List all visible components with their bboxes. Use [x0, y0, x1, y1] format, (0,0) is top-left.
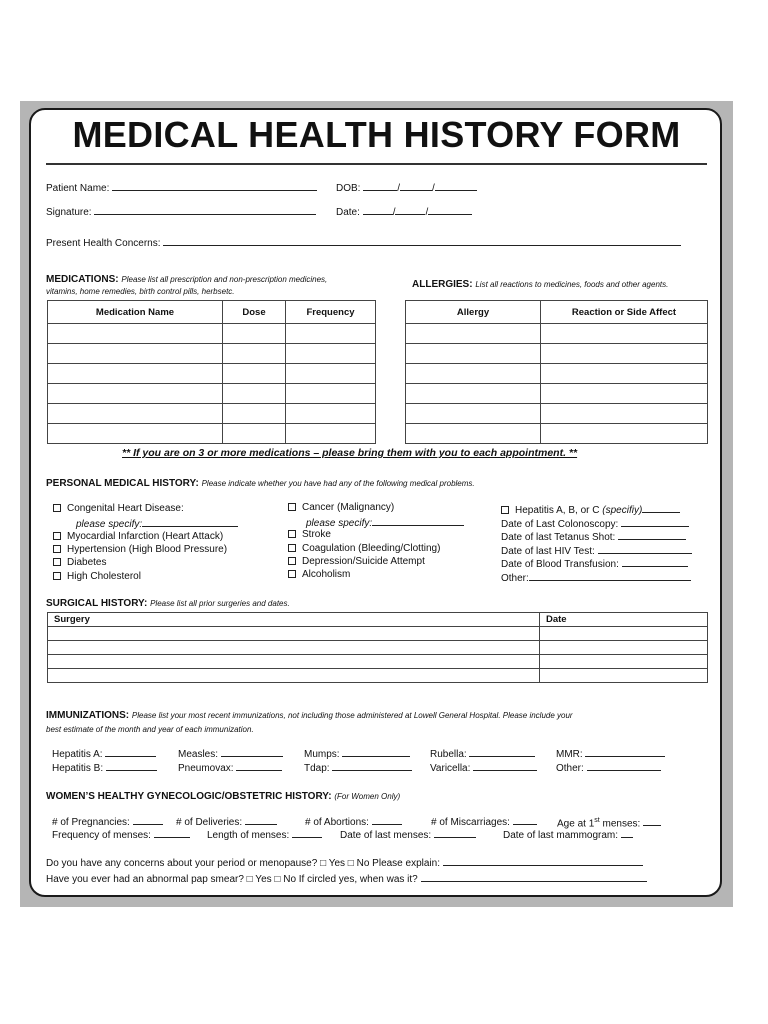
immunizations-heading: IMMUNIZATIONS:	[46, 710, 130, 721]
other-field[interactable]	[529, 571, 691, 581]
abortions-field[interactable]	[372, 815, 402, 825]
allergy-row	[406, 324, 708, 344]
blood-transfusion-row: Date of Blood Transfusion:	[501, 557, 688, 571]
surgery-cell[interactable]	[540, 641, 708, 655]
medication-cell[interactable]	[286, 344, 376, 364]
surgery-cell[interactable]	[540, 627, 708, 641]
measles-field[interactable]	[221, 747, 283, 757]
imm-tdap: Tdap:	[304, 761, 412, 775]
pap-smear-row: Have you ever had an abnormal pap smear? □ Yes □ No If circled yes, when was it?	[46, 872, 647, 886]
allergy-cell[interactable]	[406, 344, 541, 364]
surgery-row	[48, 627, 708, 641]
medication-cell[interactable]	[286, 424, 376, 444]
imm-mmr: MMR:	[556, 747, 665, 761]
tetanus-date-field[interactable]	[618, 530, 686, 540]
dob-day-field[interactable]	[400, 181, 432, 191]
medication-cell[interactable]	[48, 404, 223, 424]
medication-cell[interactable]	[223, 424, 286, 444]
concerns-label: Present Health Concerns:	[46, 238, 161, 249]
medication-cell[interactable]	[48, 364, 223, 384]
abortions-row: # of Abortions:	[305, 815, 402, 829]
allergies-heading-row	[412, 279, 668, 291]
imm-other: Other:	[556, 761, 661, 775]
tdap-field[interactable]	[332, 761, 412, 771]
congenital-specify-field[interactable]	[142, 517, 238, 527]
womens-heading: WOMEN’S HEALTHY GYNECOLOGIC/OBSTETRIC HISTORY:	[46, 791, 332, 802]
surgery-cell[interactable]	[540, 655, 708, 669]
personal-history-heading: PERSONAL MEDICAL HISTORY:	[46, 478, 199, 489]
patient-name-row	[46, 181, 317, 195]
pneumovax-field[interactable]	[236, 761, 282, 771]
dob-row: DOB: / /	[336, 181, 477, 195]
checkbox[interactable]	[53, 532, 61, 540]
last-menses-field[interactable]	[434, 828, 476, 838]
date-month-field[interactable]	[363, 205, 393, 215]
surgery-row	[48, 669, 708, 683]
date-day-field[interactable]	[395, 205, 425, 215]
medications-note: ** If you are on 3 or more medications – please bring them with you to each appointment. **	[122, 447, 578, 459]
imm-hepatitis-b: Hepatitis B:	[52, 761, 157, 775]
surgery-row	[48, 641, 708, 655]
allergy-cell[interactable]	[406, 364, 541, 384]
medications-heading: MEDICATIONS:	[46, 274, 119, 285]
condition-alcoholism[interactable]: Alcoholism	[288, 569, 350, 581]
cancer-specify-row: please specify:	[306, 516, 464, 530]
date-year-field[interactable]	[428, 205, 472, 215]
hiv-test-date-field[interactable]	[598, 544, 692, 554]
medication-cell[interactable]	[223, 364, 286, 384]
medication-cell[interactable]	[48, 424, 223, 444]
medication-cell[interactable]	[286, 384, 376, 404]
frequency-header: Frequency	[286, 301, 376, 324]
surgery-date-header: Date	[540, 613, 708, 627]
surgery-cell[interactable]	[540, 669, 708, 683]
title-divider	[46, 163, 707, 165]
medications-instructions-2: vitamins, home remedies, birth control pills, herbsetc.	[46, 287, 235, 296]
imm-varicella: Varicella:	[430, 761, 537, 775]
checkbox[interactable]	[53, 545, 61, 553]
surgery-cell[interactable]	[48, 641, 540, 655]
personal-history-heading-row	[46, 478, 475, 490]
mmr-field[interactable]	[585, 747, 665, 757]
surgical-table	[47, 612, 708, 683]
first-menses-row: Age at 1st menses:	[557, 815, 661, 830]
concerns-row	[46, 236, 681, 250]
dob-label: DOB:	[336, 183, 361, 194]
colonoscopy-row: Date of Last Colonoscopy:	[501, 517, 689, 531]
medication-cell[interactable]	[223, 404, 286, 424]
first-menses-field[interactable]	[643, 816, 661, 826]
length-row: Length of menses:	[207, 828, 322, 842]
hepatitis-a-field[interactable]	[105, 747, 156, 757]
length-field[interactable]	[292, 828, 322, 838]
condition-myocardial-infarction[interactable]: Myocardial Infarction (Heart Attack)	[53, 531, 223, 543]
allergy-row	[406, 344, 708, 364]
condition-hepatitis[interactable]: Hepatitis A, B, or C (specifiy)	[501, 503, 680, 517]
allergy-row	[406, 364, 708, 384]
surgical-instructions: Please list all prior surgeries and dates.	[150, 599, 290, 608]
medication-cell[interactable]	[223, 324, 286, 344]
womens-heading-row	[46, 791, 400, 803]
imm-measles: Measles:	[178, 747, 283, 761]
medication-cell[interactable]	[48, 384, 223, 404]
imm-pneumovax: Pneumovax:	[178, 761, 282, 775]
medication-row	[48, 344, 376, 364]
medications-heading-row	[46, 274, 327, 286]
allergy-header: Allergy	[406, 301, 541, 324]
surgery-cell[interactable]	[48, 655, 540, 669]
checkbox[interactable]	[288, 570, 296, 578]
frequency-row: Frequency of menses:	[52, 828, 190, 842]
allergy-cell[interactable]	[541, 324, 708, 344]
medication-row	[48, 424, 376, 444]
patient-name-label: Patient Name:	[46, 183, 110, 194]
imm-other-field[interactable]	[587, 761, 661, 771]
allergies-instructions: List all reactions to medicines, foods and other agents.	[475, 280, 669, 289]
medication-cell[interactable]	[223, 344, 286, 364]
period-concerns-field[interactable]	[443, 856, 643, 866]
signature-label: Signature:	[46, 207, 92, 218]
checkbox[interactable]	[288, 503, 296, 511]
immunizations-instructions-2: best estimate of the month and year of each immunization.	[46, 725, 254, 734]
surgery-cell[interactable]	[48, 669, 540, 683]
medications-table	[47, 300, 376, 444]
rubella-field[interactable]	[469, 747, 535, 757]
surgery-row	[48, 655, 708, 669]
checkbox[interactable]	[53, 558, 61, 566]
allergy-row	[406, 384, 708, 404]
transfusion-date-field[interactable]	[622, 557, 688, 567]
imm-rubella: Rubella:	[430, 747, 535, 761]
checkbox[interactable]	[53, 572, 61, 580]
surgical-heading: SURGICAL HISTORY:	[46, 598, 148, 609]
condition-congenital-heart[interactable]: Congenital Heart Disease:	[53, 503, 184, 515]
hepatitis-specify-field[interactable]	[642, 503, 680, 513]
date-row: Date: / /	[336, 205, 472, 219]
hepatitis-b-field[interactable]	[106, 761, 157, 771]
allergy-cell[interactable]	[541, 384, 708, 404]
miscarriages-field[interactable]	[513, 815, 537, 825]
other-row: Other:	[501, 571, 691, 585]
allergy-cell[interactable]	[406, 384, 541, 404]
signature-row	[46, 205, 316, 219]
pap-smear-field[interactable]	[421, 872, 647, 882]
condition-hypertension[interactable]: Hypertension (High Blood Pressure)	[53, 544, 227, 556]
deliveries-field[interactable]	[245, 815, 277, 825]
varicella-field[interactable]	[473, 761, 537, 771]
medication-row	[48, 324, 376, 344]
deliveries-row: # of Deliveries:	[176, 815, 277, 829]
checkbox[interactable]	[501, 506, 509, 514]
checkbox[interactable]	[288, 544, 296, 552]
allergy-cell[interactable]	[541, 424, 708, 444]
condition-depression[interactable]: Depression/Suicide Attempt	[288, 556, 425, 568]
dob-year-field[interactable]	[435, 181, 477, 191]
miscarriages-row: # of Miscarriages:	[431, 815, 537, 829]
checkbox[interactable]	[288, 557, 296, 565]
imm-mumps: Mumps:	[304, 747, 410, 761]
last-mammogram-field[interactable]	[621, 828, 633, 838]
surgical-heading-row	[46, 598, 290, 610]
mumps-field[interactable]	[342, 747, 410, 757]
concerns-field[interactable]	[163, 236, 681, 246]
congenital-specify-row: please specify:	[76, 517, 238, 531]
medication-row	[48, 404, 376, 424]
allergy-cell[interactable]	[541, 404, 708, 424]
imm-hepatitis-a: Hepatitis A:	[52, 747, 156, 761]
medication-cell[interactable]	[48, 324, 223, 344]
allergy-cell[interactable]	[406, 404, 541, 424]
allergies-heading: ALLERGIES:	[412, 279, 473, 290]
allergy-cell[interactable]	[406, 424, 541, 444]
colonoscopy-date-field[interactable]	[621, 517, 689, 527]
cancer-specify-field[interactable]	[372, 516, 464, 526]
reaction-header: Reaction or Side Affect	[541, 301, 708, 324]
immunizations-instructions: Please list your most recent immunizations, not including those administered at Lowell General Hospital. Please include your	[131, 711, 573, 720]
dose-header: Dose	[223, 301, 286, 324]
tetanus-row: Date of last Tetanus Shot:	[501, 530, 686, 544]
medication-cell[interactable]	[286, 404, 376, 424]
personal-history-instructions: Please indicate whether you have had any of the following medical problems.	[201, 479, 475, 488]
hiv-test-row: Date of last HIV Test:	[501, 544, 692, 558]
medication-row	[48, 384, 376, 404]
immunizations-heading-row	[46, 710, 573, 722]
signature-field[interactable]	[94, 205, 316, 215]
allergies-table	[405, 300, 708, 444]
medication-name-header: Medication Name	[48, 301, 223, 324]
condition-cancer[interactable]: Cancer (Malignancy)	[288, 502, 394, 514]
condition-coagulation[interactable]: Coagulation (Bleeding/Clotting)	[288, 543, 440, 555]
medications-header-row	[48, 301, 376, 324]
womens-qualifier: (For Women Only)	[334, 792, 401, 801]
surgery-header: Surgery	[48, 613, 540, 627]
dob-month-field[interactable]	[363, 181, 397, 191]
allergy-cell[interactable]	[406, 324, 541, 344]
allergy-row	[406, 404, 708, 424]
medication-cell[interactable]	[223, 384, 286, 404]
last-menses-row: Date of last menses:	[340, 828, 476, 842]
allergy-cell[interactable]	[541, 344, 708, 364]
medication-row	[48, 364, 376, 384]
allergies-header-row	[406, 301, 708, 324]
surgery-cell[interactable]	[48, 627, 540, 641]
last-mammogram-row: Date of last mammogram:	[503, 828, 633, 842]
checkbox[interactable]	[288, 530, 296, 538]
allergy-cell[interactable]	[541, 364, 708, 384]
checkbox[interactable]	[53, 504, 61, 512]
date-label: Date:	[336, 207, 360, 218]
medication-cell[interactable]	[48, 344, 223, 364]
medications-instructions: Please list all prescription and non-prescription medicines,	[121, 275, 328, 284]
form-title: MEDICAL HEALTH HISTORY FORM	[72, 114, 681, 155]
condition-diabetes[interactable]: Diabetes	[53, 557, 106, 569]
frequency-field[interactable]	[154, 828, 190, 838]
surgical-header-row	[48, 613, 708, 627]
pregnancies-row: # of Pregnancies:	[52, 815, 163, 829]
period-concerns-row: Do you have any concerns about your period or menopause? □ Yes □ No Please explain:	[46, 856, 643, 870]
allergy-row	[406, 424, 708, 444]
pregnancies-field[interactable]	[133, 815, 163, 825]
medication-cell[interactable]	[286, 364, 376, 384]
condition-stroke[interactable]: Stroke	[288, 529, 331, 541]
patient-name-field[interactable]	[112, 181, 317, 191]
medication-cell[interactable]	[286, 324, 376, 344]
condition-high-cholesterol[interactable]: High Cholesterol	[53, 571, 141, 583]
